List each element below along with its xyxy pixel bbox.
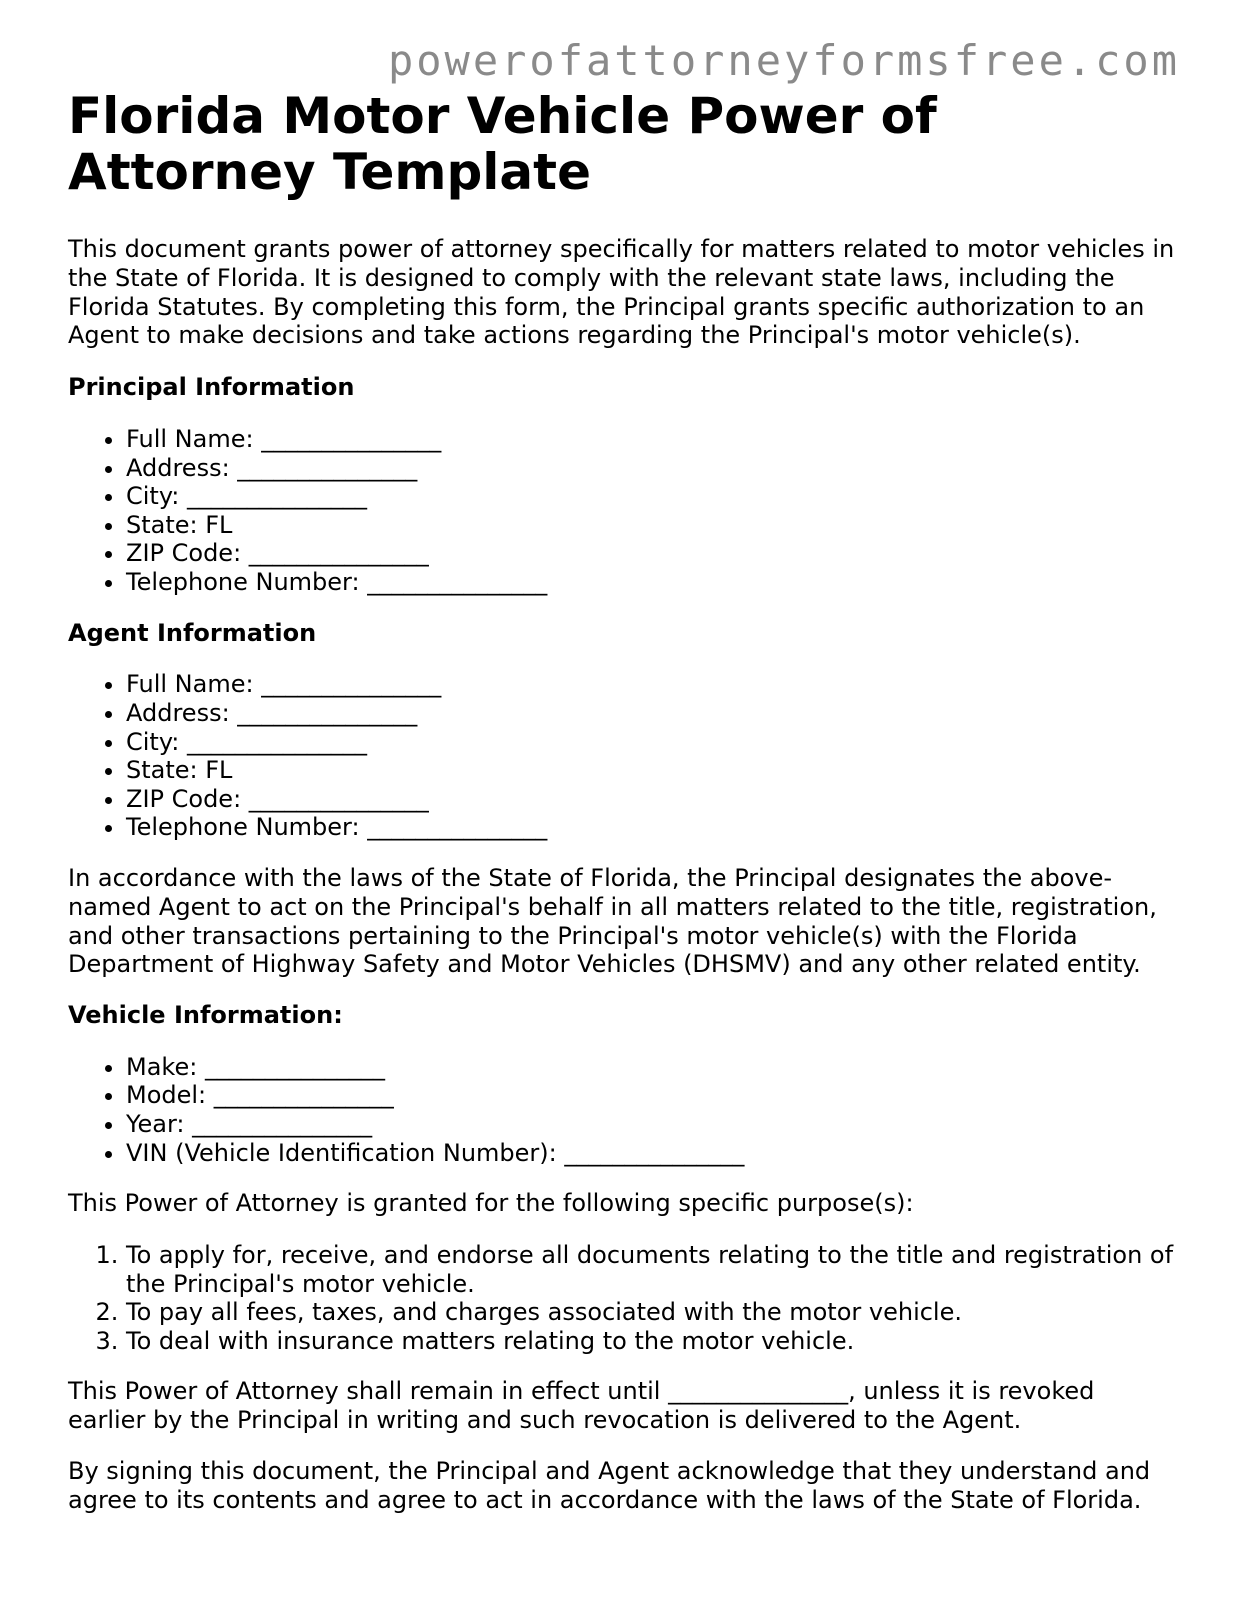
purpose-intro-paragraph: This Power of Attorney is granted for the following specific purpose(s): [68,1189,914,1218]
vehicle-make-field: • Make: _______________ [126,1053,1178,1082]
principal-full-name-field: • Full Name: _______________ [126,425,1178,454]
vehicle-field-list [68,1053,1178,1167]
vehicle-year-field: • Year: _______________ [126,1110,1178,1139]
vehicle-vin-field: • VIN (Vehicle Identification Number): _______________ [126,1139,1178,1168]
principal-state-field: • State: FL [126,511,1178,540]
agent-city-field: • City: _______________ [126,728,1178,757]
principal-zip-field: • ZIP Code: _______________ [126,539,1178,568]
document-body [68,88,1178,1515]
acknowledgment-paragraph: By signing this document, the Principal and Agent acknowledge that they understand and agree to its contents and agree to act in accordance with the laws of the State of Florida. [68,1457,1151,1514]
document-title: Florida Motor Vehicle Power of Attorney Template [68,87,937,201]
purpose-item: 3. To deal with insurance matters relating to the motor vehicle. [126,1327,1178,1356]
agent-telephone-field: • Telephone Number: _______________ [126,813,1178,842]
agent-field-list [68,670,1178,842]
intro-paragraph: This document grants power of attorney specifically for matters related to motor vehicles in the State of Florida. It is designed to comply with the relevant state laws, including the Florida Statutes. By completing this form, the Principal grants specific authorization to an Agent to make decisions and take actions regarding the Principal's motor vehicle(s). [68,235,1175,350]
principal-telephone-field: • Telephone Number: _______________ [126,568,1178,597]
vehicle-heading: Vehicle Information: [68,1001,343,1030]
purpose-item: 2. To pay all fees, taxes, and charges associated with the motor vehicle. [126,1298,1178,1327]
agent-zip-field: • ZIP Code: _______________ [126,785,1178,814]
agent-full-name-field: • Full Name: _______________ [126,670,1178,699]
purpose-item: 1. To apply for, receive, and endorse all documents relating to the title and registration of the Principal's motor vehicle. [126,1241,1178,1298]
purpose-list [68,1241,1178,1355]
agent-address-field: • Address: _______________ [126,699,1178,728]
designation-paragraph: In accordance with the laws of the State of Florida, the Principal designates the above-named Agent to act on the Principal's behalf in all matters related to the title, registration, and other transactions pertaining to the Principal's motor vehicle(s) with the Florida Department of Highway Safety and Motor Vehicles (DHSMV) and any other related entity. [68,863,1157,979]
principal-city-field: • City: _______________ [126,482,1178,511]
vehicle-model-field: • Model: _______________ [126,1081,1178,1110]
principal-address-field: • Address: _______________ [126,454,1178,483]
agent-state-field: • State: FL [126,756,1178,785]
watermark-text: powerofattorneyformsfree.com [387,36,1180,85]
principal-field-list [68,425,1178,597]
agent-heading: Agent Information [68,618,317,647]
principal-heading: Principal Information [68,373,355,402]
effect-paragraph: This Power of Attorney shall remain in effect until _______________, unless it is revoked earlier by the Principal in writing and such revocation is delivered to the Agent. [68,1377,1095,1435]
